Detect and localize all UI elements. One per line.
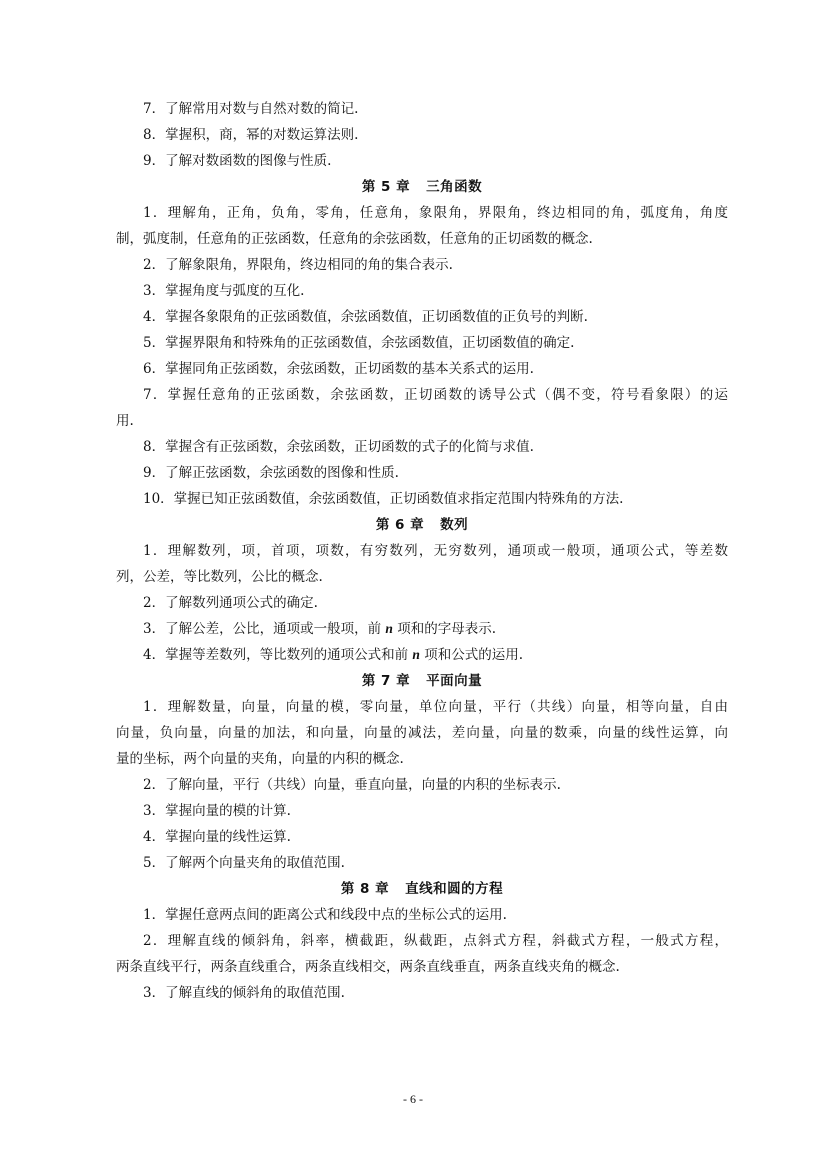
list-item-continuation: 用. — [116, 413, 134, 429]
list-item: 5．了解两个向量夹角的取值范围. — [143, 855, 345, 871]
list-item-continuation: 两条直线平行，两条直线重合，两条直线相交，两条直线垂直，两条直线夹角的概念. — [116, 959, 620, 975]
chapter-5-heading — [116, 174, 728, 200]
list-item-text: 项和公式的运用. — [424, 647, 523, 663]
list-item-text: 项和的字母表示. — [397, 621, 496, 637]
list-item: 3．掌握角度与弧度的互化. — [143, 283, 305, 299]
list-item: 3．了解直线的倾斜角的取值范围. — [143, 985, 345, 1001]
chapter-number: 第 8 章 — [340, 881, 390, 897]
chapter-number: 第 5 章 — [361, 179, 411, 195]
list-item-continuation: 向量，负向量，向量的加法，和向量，向量的减法，差向量，向量的数乘，向量的线性运算，向 — [116, 725, 728, 741]
list-item: 1．理解角，正角，负角，零角，任意角，象限角，界限角，终边相同的角，弧度角，角度 — [143, 205, 728, 221]
list-item: 2．理解直线的倾斜角，斜率，横截距，纵截距，点斜式方程，斜截式方程，一般式方程， — [143, 933, 728, 949]
list-item: 2．了解向量，平行（共线）向量，垂直向量，向量的内积的坐标表示. — [143, 777, 561, 793]
chapter-title: 数列 — [440, 517, 469, 533]
list-item: 8．掌握含有正弦函数，余弦函数，正切函数的式子的化简与求值. — [143, 439, 534, 455]
list-item: 10．掌握已知正弦函数值，余弦函数值，正切函数值求指定范围内特殊角的方法. — [143, 491, 624, 507]
list-item: 9．了解正弦函数，余弦函数的图像和性质. — [143, 465, 399, 481]
page-content — [116, 96, 728, 1006]
list-item: 2．了解数列通项公式的确定. — [143, 595, 318, 611]
list-item-continuation: 列，公差，等比数列，公比的概念. — [116, 569, 323, 585]
list-item-continuation: 制，弧度制，任意角的正弦函数，任意角的余弦函数，任意角的正切函数的概念. — [116, 231, 593, 247]
chapter-number: 第 7 章 — [361, 673, 411, 689]
list-item: 1．理解数量，向量，向量的模，零向量，单位向量，平行（共线）向量，相等向量，自由 — [143, 699, 728, 715]
list-item: 8．掌握积，商，幂的对数运算法则. — [143, 127, 359, 143]
list-item: 7．了解常用对数与自然对数的简记. — [143, 101, 359, 117]
math-variable: n — [412, 647, 420, 662]
list-item: 5．掌握界限角和特殊角的正弦函数值，余弦函数值，正切函数值的确定. — [143, 335, 575, 351]
chapter-title: 平面向量 — [426, 673, 483, 689]
list-item: 3．掌握向量的模的计算. — [143, 803, 291, 819]
chapter-6-heading — [116, 512, 728, 538]
chapter-number: 第 6 章 — [375, 517, 425, 533]
list-item: 4．掌握向量的线性运算. — [143, 829, 291, 845]
list-item: 9．了解对数函数的图像与性质. — [143, 153, 332, 169]
list-item-text: 4．掌握等差数列，等比数列的通项公式和前 — [143, 647, 409, 663]
list-item: 6．掌握同角正弦函数，余弦函数，正切函数的基本关系式的运用. — [143, 361, 534, 377]
list-item: 2．了解象限角，界限角，终边相同的角的集合表示. — [143, 257, 453, 273]
list-item: 1．理解数列，项，首项，项数，有穷数列，无穷数列，通项或一般项，通项公式，等差数 — [143, 543, 728, 559]
list-item: 1．掌握任意两点间的距离公式和线段中点的坐标公式的运用. — [143, 907, 507, 923]
chapter-7-heading — [116, 668, 728, 694]
chapter-title: 直线和圆的方程 — [405, 881, 504, 897]
list-item — [116, 616, 728, 642]
list-item-continuation: 量的坐标，两个向量的夹角，向量的内积的概念. — [116, 751, 404, 767]
math-variable: n — [385, 621, 393, 636]
page-number: - 6 - — [403, 1092, 423, 1106]
chapter-title: 三角函数 — [426, 179, 483, 195]
list-item: 7．掌握任意角的正弦函数，余弦函数，正切函数的诱导公式（偶不变，符号看象限）的运 — [143, 387, 728, 403]
list-item: 4．掌握各象限角的正弦函数值，余弦函数值，正切函数值的正负号的判断. — [143, 309, 588, 325]
list-item — [116, 642, 728, 668]
list-item-text: 3．了解公差，公比，通项或一般项，前 — [143, 621, 382, 637]
chapter-8-heading — [116, 876, 728, 902]
